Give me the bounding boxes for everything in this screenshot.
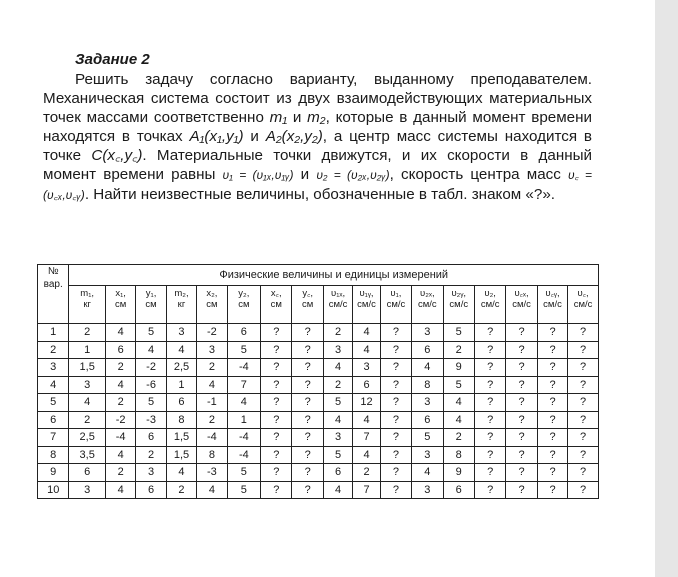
table-cell: 3 [69,481,106,499]
table-cell: 6 [227,324,260,342]
column-header: υ₁ₓ, см/с [323,286,352,324]
table-cell: ? [537,324,567,342]
table-cell: 3 [136,464,166,482]
table-cell: 1,5 [166,446,196,464]
table-cell: 6 [443,481,474,499]
column-header: υ₁, см/с [380,286,411,324]
table-cell: ? [537,376,567,394]
table-cell: ? [506,359,537,377]
table-cell: 5 [227,481,260,499]
column-header: m₂, кг [166,286,196,324]
table-cell: ? [292,341,323,359]
table-row [38,394,599,412]
table-cell: ? [380,394,411,412]
table-cell: ? [292,464,323,482]
table-cell: 2 [105,464,135,482]
task-document [43,51,592,205]
table-cell: ? [474,411,505,429]
table-cell: ? [474,481,505,499]
table-cell: 4 [197,376,227,394]
table-row [38,341,599,359]
table-cell: 3 [323,429,352,447]
column-header: x₁, см [105,286,135,324]
table-cell: 4 [353,324,380,342]
table-cell: ? [292,376,323,394]
column-header: υ₂ᵧ, см/с [443,286,474,324]
table-cell: ? [474,359,505,377]
table-cell: 2 [105,359,135,377]
table-cell: 4 [166,341,196,359]
table-cell: 3 [353,359,380,377]
table-cell: ? [568,429,599,447]
column-header: υ꜀ₓ, см/с [506,286,537,324]
table-cell: ? [506,341,537,359]
table-cell: 4 [105,481,135,499]
column-header: υ₁ᵧ, см/с [353,286,380,324]
column-header: υ₂, см/с [474,286,505,324]
table-cell: ? [261,446,292,464]
table-cell: 1 [38,324,69,342]
table-cell: 5 [136,324,166,342]
table-cell: 3 [323,341,352,359]
table-cell: 4 [38,376,69,394]
table-cell: 2 [105,394,135,412]
column-header: y₁, см [136,286,166,324]
table-row [38,411,599,429]
column-header: m₁, кг [69,286,106,324]
table-cell: 4 [105,446,135,464]
table-cell: ? [568,446,599,464]
table-cell: 2 [136,446,166,464]
table-cell: 5 [412,429,443,447]
table-cell: 8 [38,446,69,464]
table-cell: 9 [443,359,474,377]
table-cell: -2 [136,359,166,377]
table-cell: 5 [443,324,474,342]
table-cell: 2,5 [166,359,196,377]
table-cell: 3 [412,446,443,464]
table-cell: 3 [197,341,227,359]
table-cell: 2 [443,429,474,447]
table-cell: ? [568,341,599,359]
table-row [38,324,599,342]
table-cell: ? [380,464,411,482]
table-cell: ? [506,481,537,499]
table-cell: ? [568,481,599,499]
table-cell: ? [380,429,411,447]
table-cell: 1 [166,376,196,394]
task-title: Задание 2 [75,51,150,68]
table-cell: 1 [69,341,106,359]
column-header: υ₂ₓ, см/с [412,286,443,324]
table-cell: ? [261,394,292,412]
table-cell: 5 [38,394,69,412]
table-cell: 4 [443,394,474,412]
table-cell: 2 [166,481,196,499]
table-cell: 2 [323,324,352,342]
table-cell: ? [568,324,599,342]
table-cell: 3,5 [69,446,106,464]
table-cell: -4 [227,359,260,377]
table-cell: ? [261,341,292,359]
table-cell: 7 [353,481,380,499]
table-cell: 3 [412,324,443,342]
table-cell: 5 [323,446,352,464]
table-cell: ? [568,394,599,412]
table-cell: 4 [412,464,443,482]
table-cell: 4 [227,394,260,412]
group-header: Физические величины и единицы измерений [69,265,599,286]
table-cell: 3 [38,359,69,377]
table-cell: ? [568,411,599,429]
table-cell: ? [474,446,505,464]
table-cell: ? [506,446,537,464]
table-cell: -4 [197,429,227,447]
table-cell: ? [568,359,599,377]
table-cell: ? [292,324,323,342]
table-cell: 4 [443,411,474,429]
table-cell: 2 [197,411,227,429]
table-cell: 4 [197,481,227,499]
table-cell: ? [380,341,411,359]
table-cell: ? [537,411,567,429]
table-cell: 6 [69,464,106,482]
table-cell: ? [261,411,292,429]
table-cell: 2 [197,359,227,377]
table-cell: -4 [227,429,260,447]
table-cell: ? [506,464,537,482]
table-cell: 4 [323,359,352,377]
velocity-2-formula: υ₂ = (υ₂ₓ,υ₂ᵧ) [316,168,390,182]
velocity-1-formula: υ₁ = (υ₁ₓ,υ₁ᵧ) [222,168,294,182]
table-row [38,376,599,394]
table-cell: 5 [227,341,260,359]
table-cell: 3 [412,394,443,412]
table-cell: ? [261,481,292,499]
table-cell: ? [261,376,292,394]
table-cell: ? [474,324,505,342]
column-header: x꜀, см [261,286,292,324]
table-cell: 12 [353,394,380,412]
table-cell: 4 [323,481,352,499]
table-cell: 5 [227,464,260,482]
table-cell: -3 [136,411,166,429]
table-cell: 4 [105,376,135,394]
table-cell: ? [537,341,567,359]
table-cell: 8 [412,376,443,394]
table-cell: 4 [136,341,166,359]
table-row [38,446,599,464]
table-cell: 1,5 [69,359,106,377]
table-cell: ? [292,394,323,412]
table-cell: 2,5 [69,429,106,447]
table-cell: 10 [38,481,69,499]
table-cell: 7 [227,376,260,394]
table-cell: 9 [38,464,69,482]
column-header: υ꜀, см/с [568,286,599,324]
table-cell: ? [292,359,323,377]
table-row [38,464,599,482]
table-cell: ? [261,324,292,342]
table-cell: ? [568,464,599,482]
table-cell: 6 [353,376,380,394]
table-cell: 2 [443,341,474,359]
table-cell: ? [380,359,411,377]
table-cell: ? [261,359,292,377]
table-cell: 6 [412,341,443,359]
table-cell: 5 [443,376,474,394]
table-row [38,359,599,377]
table-cell: 2 [323,376,352,394]
table-cell: -6 [136,376,166,394]
table-cell: 4 [353,341,380,359]
table-cell: 4 [105,324,135,342]
table-cell: 2 [353,464,380,482]
table-cell: ? [537,429,567,447]
table-cell: 2 [69,411,106,429]
table-cell: ? [380,446,411,464]
table-cell: 4 [69,394,106,412]
table-cell: 4 [166,464,196,482]
table-cell: 4 [353,446,380,464]
table-cell: 8 [443,446,474,464]
table-cell: ? [380,324,411,342]
table-cell: 7 [38,429,69,447]
table-cell: ? [537,446,567,464]
table-cell: ? [292,411,323,429]
table-cell: 3 [69,376,106,394]
table-cell: ? [537,359,567,377]
table-cell: 6 [412,411,443,429]
table-cell: 2 [69,324,106,342]
table-cell: ? [474,394,505,412]
table-cell: ? [474,341,505,359]
table-cell: 5 [136,394,166,412]
task-text: Решить задачу согласно варианту, выданному преподавателем. Механическая система состоит из двух взаимодействующих материальных точек массами соответственно m₁ и m₂, которые в данный момент времени находятся в точках A₁(x₁,y₁) и A₂(x₂,y₂), а центр масс системы находится в точке C(x꜀,y꜀). Материальные точки движутся, и их скорости в данный момент времени равны υ₁ = (υ₁ₓ,υ₁ᵧ) и υ₂ = (υ₂ₓ,υ₂ᵧ), скорость центра масс υ꜀ = (υ꜀ₓ,υ꜀ᵧ). Найти неизвестные величины, обозначенные в табл. знаком «?». [43,71,592,203]
table-cell: -2 [105,411,135,429]
table-cell: ? [506,324,537,342]
table-cell: -3 [197,464,227,482]
table-cell: ? [506,411,537,429]
column-header: y₂, см [227,286,260,324]
table-cell: -4 [105,429,135,447]
table-cell: 6 [38,411,69,429]
table-cell: ? [474,464,505,482]
table-cell: ? [506,376,537,394]
table-cell: ? [537,394,567,412]
table-cell: ? [380,376,411,394]
table-cell: 6 [136,481,166,499]
table-cell: 1,5 [166,429,196,447]
table-cell: 4 [323,411,352,429]
column-header: x₂, см [197,286,227,324]
table-cell: 8 [166,411,196,429]
table-cell: ? [537,464,567,482]
scrollbar-track[interactable] [655,0,678,577]
table-row [38,429,599,447]
table-row [38,481,599,499]
table-cell: 7 [353,429,380,447]
table-cell: -2 [197,324,227,342]
table-cell: 6 [166,394,196,412]
table-cell: -4 [227,446,260,464]
table-cell: ? [292,481,323,499]
table-cell: ? [292,429,323,447]
table-cell: 2 [38,341,69,359]
table-cell: ? [506,429,537,447]
column-header: υ꜀ᵧ, см/с [537,286,567,324]
table-cell: 6 [136,429,166,447]
table-cell: ? [474,429,505,447]
table-cell: 8 [197,446,227,464]
table-cell: 5 [323,394,352,412]
table-cell: 1 [227,411,260,429]
table-cell: ? [537,481,567,499]
table-cell: ? [474,376,505,394]
table-cell: 3 [412,481,443,499]
table-cell: ? [380,481,411,499]
column-header: y꜀, см [292,286,323,324]
table-cell: 9 [443,464,474,482]
velocity-c-formula: υ꜀ = (υ꜀ₓ,υ꜀ᵧ) [43,168,592,202]
table-cell: -1 [197,394,227,412]
table-cell: ? [292,446,323,464]
table-cell: ? [568,376,599,394]
variant-header: № вар. [38,265,69,324]
table-cell: ? [261,464,292,482]
table-cell: 4 [412,359,443,377]
table-cell: 6 [323,464,352,482]
table-cell: 3 [166,324,196,342]
variants-table [37,264,599,499]
table-cell: ? [261,429,292,447]
table-cell: ? [506,394,537,412]
table-cell: 4 [353,411,380,429]
table-cell: ? [380,411,411,429]
table-cell: 6 [105,341,135,359]
